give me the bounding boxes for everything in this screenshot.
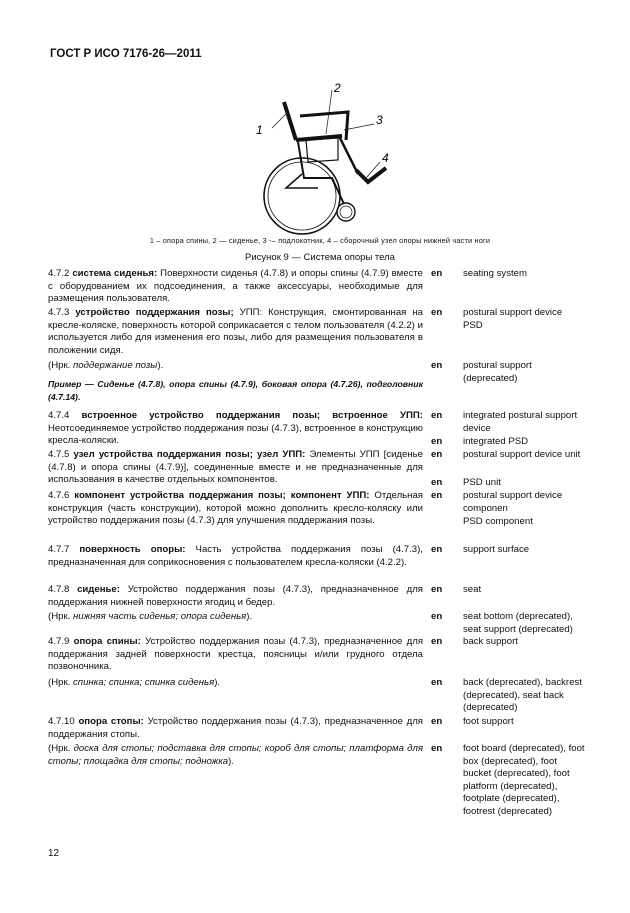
- en-term: foot board (deprecated), foot box (deprecated), foot bucket (deprecated), foot platform (deprecated), footplate (deprecated), footrest (deprecated): [463, 743, 585, 817]
- callout-3: 3: [376, 113, 383, 127]
- en-term: postural support (deprecated): [463, 360, 532, 384]
- term-4-7-4: 4.7.4 встроенное устройство поддержания позы; встроенное УПП: Неотсоединяемое устройство поддержания позы (4.7.3), встроенное в конструкцию кресла-коляски.: [48, 410, 423, 447]
- en-term: integrated PSD: [463, 436, 529, 447]
- example-4-7-3: Пример — Сиденье (4.7.8), опора спины (4.7.9), боковая опора (4.7.26), подголовник (4.7.14).: [48, 379, 423, 402]
- lang-marker: en: [431, 716, 443, 727]
- lang-marker: en: [431, 307, 443, 318]
- nrk-4-7-9: (Нрк. спинка; спинка; спинка сиденья).: [48, 677, 221, 688]
- callout-1: 1: [256, 123, 263, 137]
- en-term: seat bottom (deprecated), seat support (deprecated): [463, 611, 573, 635]
- document-header: ГОСТ Р ИСО 7176-26—2011: [50, 48, 202, 60]
- lang-marker: en: [431, 477, 443, 488]
- term-4-7-5: 4.7.5 узел устройства поддержания позы; узел УПП: Элементы УПП [сиденье (4.7.8) и опора спины (4.7.9)], соединенные вместе и не предназначенные для использования в качестве отдельных компонентов.: [48, 449, 423, 486]
- en-term: seat: [463, 584, 482, 595]
- callout-2: 2: [334, 81, 341, 95]
- figure-legend: 1 – опора спины, 2 — сиденье, 3 -– подлокотник, 4 – сборочный узел опоры нижней части ноги: [149, 236, 491, 245]
- page-number: 12: [48, 848, 60, 859]
- lang-marker: en: [431, 544, 443, 555]
- en-term: back (deprecated), backrest (deprecated), seat back (deprecated): [463, 677, 582, 714]
- term-4-7-6: 4.7.6 компонент устройства поддержания позы; компонент УПП: Отдельная конструкция (часть конструкции), которой можно дополнить кресло-коляску или устройство поддержания позы (4.7.3) для улучшения поддержания позы.: [48, 490, 423, 527]
- figure-caption: Рисунок 9 — Система опоры тела: [245, 252, 395, 263]
- lang-marker: en: [431, 490, 443, 501]
- lang-marker: en: [431, 268, 443, 279]
- lang-marker: en: [431, 436, 443, 447]
- en-term: PSD component: [463, 516, 533, 527]
- lang-marker: en: [431, 584, 443, 595]
- callout-4: 4: [382, 151, 389, 165]
- en-term: postural support device: [463, 307, 563, 318]
- lang-marker: en: [431, 410, 443, 421]
- lang-marker: en: [431, 636, 443, 647]
- term-4-7-3: 4.7.3 устройство поддержания позы; УПП: Конструкция, смонтированная на кресле-коляске, поверхность которой соприкасается с телом пользователя (4.2.2) и используется либо для изменения его позы, либо для размещения пользователя в положении сидя.: [48, 307, 423, 356]
- en-term: integrated postural support device: [463, 410, 578, 434]
- nrk-4-7-8: (Нрк. нижняя часть сиденья; опора сиденья).: [48, 611, 253, 622]
- lang-marker: en: [431, 360, 443, 371]
- term-4-7-7: 4.7.7 поверхность опоры: Часть устройства поддержания позы (4.7.3), предназначенная для соприкосновения с пользователем кресла-коляски (4.2.2).: [48, 544, 423, 568]
- en-term: PSD: [463, 320, 483, 331]
- lang-marker: en: [431, 611, 443, 622]
- en-term: postural support device unit: [463, 449, 581, 460]
- nrk-4-7-3: (Нрк. поддержание позы).: [48, 360, 164, 371]
- term-4-7-2: 4.7.2 система сиденья: Поверхности сиденья (4.7.8) и опоры спины (4.7.9) вместе с оборудованием их подсоединения, а также аксессуары, необходимые для размещения пользователя.: [48, 268, 424, 305]
- lang-marker: en: [431, 677, 443, 688]
- lang-marker: en: [431, 743, 443, 754]
- en-term: postural support device componen: [463, 490, 563, 514]
- term-4-7-9: 4.7.9 опора спины: Устройство поддержания позы (4.7.3), предназначенное для поддержания задней поверхности крестца, поясницы и/или грудного отдела позвоночника.: [48, 636, 424, 673]
- en-term: support surface: [463, 544, 530, 555]
- en-term: foot support: [463, 716, 514, 727]
- en-term: seating system: [463, 268, 527, 279]
- term-4-7-10: 4.7.10 опора стопы: Устройство поддержания позы (4.7.3), предназначенное для поддержания стопы.: [48, 716, 423, 740]
- en-term: PSD unit: [463, 477, 501, 488]
- lang-marker: en: [431, 449, 443, 460]
- nrk-4-7-10: (Нрк. доска для стопы; подставка для стопы; короб для стопы; платформа для стопы; площадка для стопы; подножка).: [48, 743, 423, 767]
- en-term: back support: [463, 636, 518, 647]
- term-4-7-8: 4.7.8 сиденье: Устройство поддержания позы (4.7.3), предназначенное для поддержания нижней поверхности ягодиц и бедер.: [48, 584, 424, 608]
- wheelchair-figure: [240, 78, 410, 238]
